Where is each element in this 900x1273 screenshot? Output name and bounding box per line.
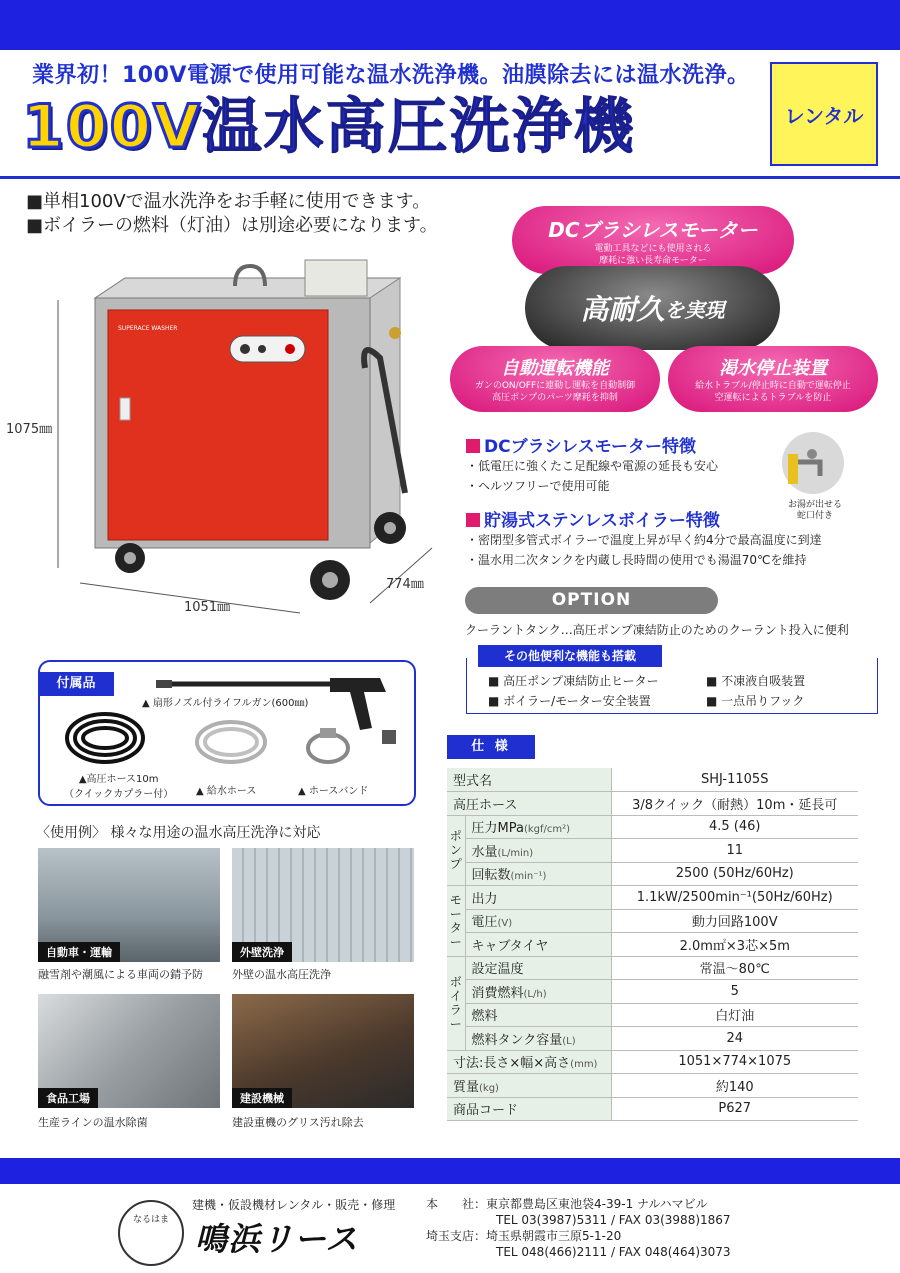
band-caption: ▲ ホースバンド xyxy=(298,786,369,797)
dc-feature-heading: DCブラシレスモーター特徴 xyxy=(466,432,696,457)
auto-run-pill xyxy=(450,346,660,412)
bottom-banner xyxy=(0,1158,900,1184)
water-stop-title: 渇水停止装置 xyxy=(719,358,827,379)
spec-row: 商品コード P627 xyxy=(447,1097,858,1121)
footer-subtitle: 建機・仮設機材レンタル・販売・修理 xyxy=(192,1198,396,1212)
option-label: OPTION xyxy=(465,587,718,614)
boiler-feature-heading: 貯湯式ステンレスボイラー特徴 xyxy=(466,506,720,531)
photo-automotive xyxy=(38,848,220,962)
water-stop-sub2: 空運転によるトラブルを防止 xyxy=(714,393,832,403)
hose2-caption: ▲ 給水ホース xyxy=(196,786,257,797)
accessories-title: 付属品 xyxy=(38,672,114,696)
hose1-caption: ▲高圧ホース10m （クイックカプラー付） xyxy=(64,774,174,800)
high-pressure-hose-icon xyxy=(62,708,148,768)
spec-row: モーター 出力 1.1kW/2500min⁻¹(50Hz/60Hz) xyxy=(447,886,858,910)
water-stop-sub1: 給水トラブル/停止時に自動で運転停止 xyxy=(695,381,851,391)
spec-row: 電圧(V) 動力回路100V xyxy=(447,909,858,933)
bullet-1: ■単相100Vで温水洗浄をお手軽に使用できます。 xyxy=(26,191,431,212)
auto-run-sub2: 高圧ポンプのパーツ摩耗を抑制 xyxy=(492,393,618,403)
dim-height: 1075㎜ xyxy=(6,422,53,437)
photo-food-label: 食品工場 xyxy=(38,1088,98,1108)
spec-row: 水量(L/min) 11 xyxy=(447,839,858,863)
spec-row: 質量(kg) 約140 xyxy=(447,1074,858,1098)
durability-b: を実現 xyxy=(664,297,725,322)
tagline: 業界初！100V電源で使用可能な温水洗浄機。油膜除去には温水洗浄。 xyxy=(32,63,750,88)
other-features-title: その他便利な機能も搭載 xyxy=(478,645,662,667)
boiler-feature-lines: ・密閉型多管式ボイラーで温度上昇が早く約4分で最高温度に到達 ・温水用二次タンクを内蔵し長時間の使用でも湯温70℃を維持 xyxy=(466,533,822,567)
spec-row: 寸法:長さ×幅×高さ(mm) 1051×774×1075 xyxy=(447,1050,858,1074)
photo-wall-label: 外壁洗浄 xyxy=(232,942,292,962)
photo-automotive-caption: 融雪剤や潮風による車両の錆予防 xyxy=(38,968,203,981)
photo-food-caption: 生産ラインの温水除菌 xyxy=(38,1116,148,1129)
dc-feature-lines: ・低電圧に強くたこ足配線や電源の延長も安心 ・ヘルツフリーで使用可能 xyxy=(466,459,719,493)
photo-wall xyxy=(232,848,414,962)
other-item-3: ■ ボイラー/モーター安全装置 xyxy=(488,694,651,708)
machine-brand: SUPERACE WASHER xyxy=(118,325,178,332)
dim-width: 1051㎜ xyxy=(184,600,231,615)
spec-row: キャブタイヤ 2.0m㎡×3芯×5m xyxy=(447,933,858,957)
other-item-4: ■ 一点吊りフック xyxy=(706,694,805,708)
spec-row: 消費燃料(L/h) 5 xyxy=(447,980,858,1004)
photo-automotive-label: 自動車・運輸 xyxy=(38,942,120,962)
company-logo: 鳴浜リース xyxy=(195,1220,359,1258)
spec-row: 燃料 白灯油 xyxy=(447,1003,858,1027)
top-banner xyxy=(0,0,900,50)
company-seal: なるはま xyxy=(118,1200,184,1266)
spec-row: 燃料タンク容量(L) 24 xyxy=(447,1027,858,1051)
auto-run-sub1: ガンのON/OFFに連動し運転を自動制御 xyxy=(474,381,636,391)
intro-bullets xyxy=(26,190,438,238)
auto-run-title: 自動運転機能 xyxy=(501,358,609,379)
gun-caption: ▲ 扇形ノズル付ライフルガン(600㎜) xyxy=(142,698,309,709)
durability-pill xyxy=(525,266,780,350)
spec-row: 高圧ホース 3/8クイック（耐熱）10m・延長可 xyxy=(447,792,858,816)
usage-title: 〈使用例〉 様々な用途の温水高圧洗浄に対応 xyxy=(36,825,321,841)
bullet-2: ■ボイラーの燃料（灯油）は別途必要になります。 xyxy=(26,215,438,236)
dc-motor-sub1: 電動工具などにも使用される xyxy=(594,244,712,254)
spec-row: ボイラー 設定温度 常温～80℃ xyxy=(447,956,858,980)
option-desc: クーラントタンク…高圧ポンプ凍結防止のためのクーラント投入に便利 xyxy=(465,623,849,637)
hose-band-icon xyxy=(298,724,358,768)
photo-construction-label: 建設機械 xyxy=(232,1088,292,1108)
photo-construction-caption: 建設重機のグリス汚れ除去 xyxy=(232,1116,364,1129)
spec-row: 回転数(min⁻¹) 2500 (50Hz/60Hz) xyxy=(447,862,858,886)
other-item-1: ■ 高圧ポンプ凍結防止ヒーター xyxy=(488,674,659,688)
other-item-2: ■ 不凍液自吸装置 xyxy=(706,674,806,688)
photo-construction xyxy=(232,994,414,1108)
spec-group-pump: ポンプ xyxy=(447,815,465,886)
spec-table xyxy=(447,768,858,1121)
water-stop-pill xyxy=(668,346,878,412)
dc-motor-sub2: 摩耗に強い長寿命モーター xyxy=(599,256,707,266)
main-title xyxy=(22,88,636,166)
spec-row: 型式名 SHJ-1105S xyxy=(447,768,858,792)
dim-depth: 774㎜ xyxy=(386,577,424,592)
dc-motor-pill xyxy=(512,206,794,274)
header-divider xyxy=(0,176,900,179)
photo-wall-caption: 外壁の温水高圧洗浄 xyxy=(232,968,331,981)
durability-a: 高耐久 xyxy=(580,293,665,326)
dc-motor-title: DCブラシレスモーター xyxy=(548,218,758,242)
spec-group-motor: モーター xyxy=(447,886,465,957)
title-rest: 温水高圧洗浄機 xyxy=(201,92,636,162)
water-hose-icon xyxy=(192,716,270,768)
spec-group-boiler: ボイラー xyxy=(447,956,465,1050)
faucet-icon xyxy=(782,432,844,494)
hq-address: 本 社：東京都豊島区東池袋4-39-1 ナルハマビル TEL 03(3987)5311 / FAX 03(3988)1867 埼玉支店：埼玉県朝霞市三原5-1-20 TEL 048(466)2111 / FAX 048(464)3073 xyxy=(426,1197,731,1259)
title-100v: 100V xyxy=(22,92,202,162)
rental-badge: レンタル xyxy=(770,62,878,166)
photo-food-factory xyxy=(38,994,220,1108)
spec-title: 仕 様 xyxy=(447,735,535,759)
washer-machine-illustration xyxy=(40,258,440,618)
spec-row: ポンプ 圧力MPa(kgf/cm²) 4.5 (46) xyxy=(447,815,858,839)
faucet-caption: お湯が出せる 蛇口付き xyxy=(787,500,842,521)
